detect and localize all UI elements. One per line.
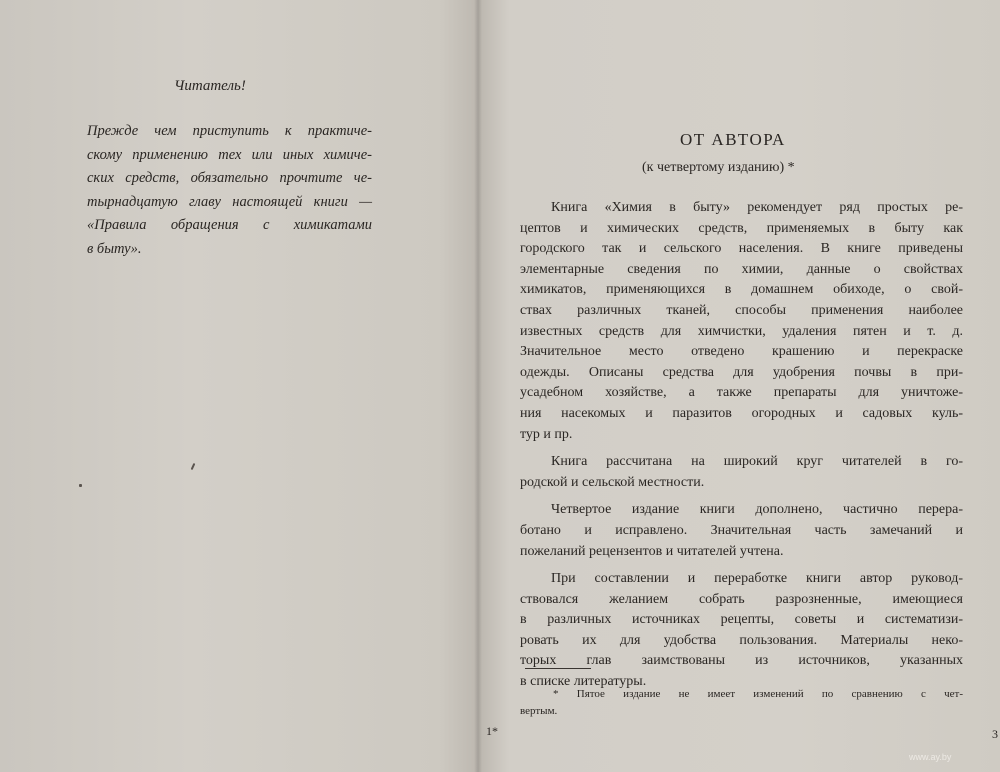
text-line: тур и пр. (520, 426, 573, 442)
reader-notice-line: Прежде чем приступить к практиче- (87, 123, 372, 139)
text-line: ния насекомых и паразитов огородных и садовых куль- (520, 405, 963, 421)
signature-mark: 1* (486, 724, 498, 738)
reader-notice-line: в быту». (87, 240, 142, 257)
paragraph (520, 569, 963, 693)
text-line: элементарные сведения по химии, данные о свойствах (520, 261, 963, 277)
text-line: химикатов, применяющихся в домашнем обиходе, о свой- (520, 282, 963, 298)
reader-notice-line: ских средств, обязательно прочтите че- (87, 170, 372, 186)
text-line: в списке литературы. (520, 674, 647, 690)
paragraph (520, 452, 963, 493)
reader-heading: Читатель! (174, 78, 246, 94)
paragraph (520, 500, 963, 562)
page-number: 3 (992, 727, 998, 741)
text-line: Книга «Химия в быту» рекомендует ряд простых ре- (551, 200, 963, 215)
reader-notice (87, 120, 372, 261)
text-line: Книга рассчитана на широкий круг читателей в го- (551, 454, 963, 470)
reader-notice-line: тырнадцатую главу настоящей книги — (87, 193, 372, 210)
text-line: усадебном хозяйстве, а также препараты для уничтоже- (520, 385, 963, 401)
left-page (0, 0, 478, 772)
text-line: Четвертое издание книги дополнено, частично перера- (551, 502, 963, 518)
text-line: ствовался желанием собрать разрозненные, имеющиеся (520, 591, 963, 607)
text-line: цептов и химических средств, применяемых в быту как (520, 220, 963, 236)
paragraph (520, 198, 963, 445)
reader-notice-line: «Правила обращения с химикатами (87, 217, 372, 233)
section-subtitle: (к четвертому изданию) * (642, 160, 795, 175)
text-line: пожеланий рецензентов и читателей учтена. (520, 543, 784, 559)
footnote-line: вертым. (520, 705, 558, 717)
text-line: ствах различных тканей, способы применения наиболее (520, 302, 963, 318)
text-line: Значительное место отведено крашению и перекраске (520, 344, 963, 360)
paper-speck (79, 484, 82, 487)
text-line: торых глав заимствованы из источников, указанных (520, 653, 963, 669)
reader-notice-line: скому применению тех или иных химиче- (87, 146, 372, 163)
footnote (520, 686, 963, 720)
text-line: в различных источниках рецепты, советы и систематизи- (520, 612, 963, 628)
text-line: При составлении и переработке книги автор руковод- (551, 571, 963, 587)
footnote-line: * Пятое издание не имеет изменений по сравнению с чет- (553, 688, 963, 700)
text-line: ровать их для удобства пользования. Материалы неко- (520, 632, 963, 648)
text-line: одежды. Описаны средства для удобрения почвы в при- (520, 364, 963, 380)
footnote-divider (525, 668, 591, 669)
text-line: родской и сельской местности. (520, 474, 705, 490)
preface-body (520, 198, 963, 700)
watermark: www.ay.by (909, 752, 952, 762)
book-gutter (474, 0, 482, 772)
text-line: ботано и исправлено. Значительная часть замечаний и (520, 522, 963, 538)
section-title: ОТ АВТОРА (680, 130, 786, 149)
text-line: городского так и сельского населения. В книге приведены (520, 241, 963, 257)
text-line: известных средств для химчистки, удаления пятен и т. д. (520, 323, 963, 339)
